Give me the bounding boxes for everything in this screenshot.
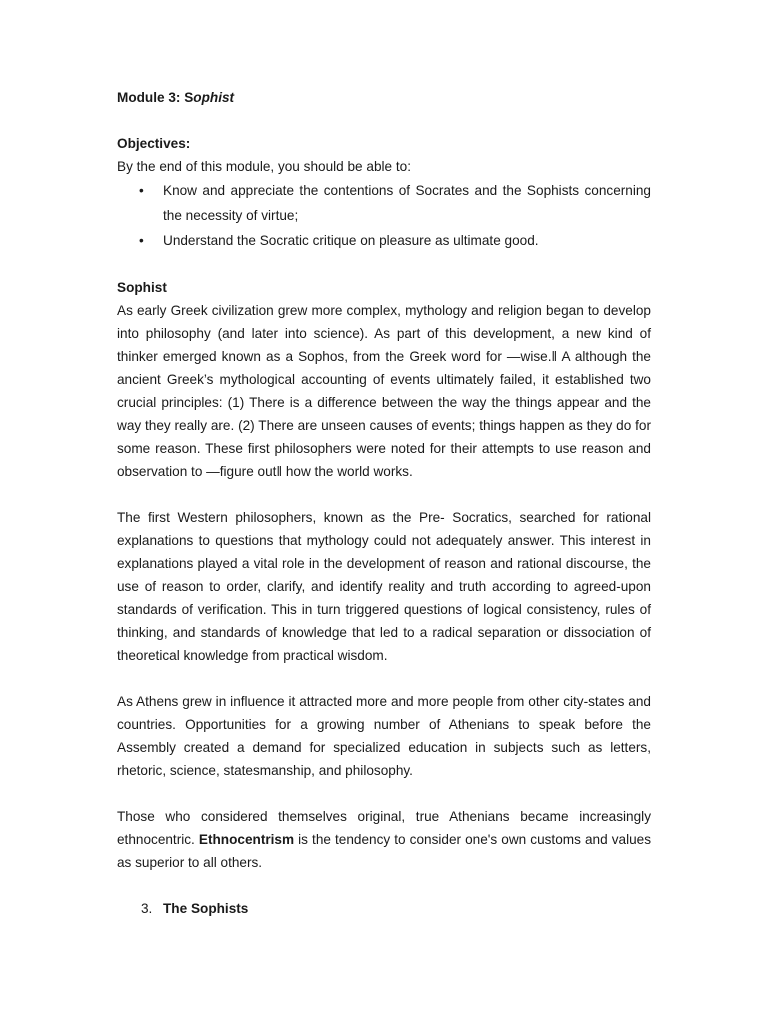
objectives-list [117,178,651,253]
paragraph: As Athens grew in influence it attracted more and more people from other city-states and countries. Opportunities for a growing number of Athenians to speak before the Assembly created a demand for specialized education in subjects such as letters, rhetoric, science, statesmanship, and philosophy. [117,694,651,778]
ethnocentrism-paragraph [117,805,651,874]
objective-item [117,178,651,228]
section-title: The Sophists [163,901,249,916]
objective-text: Understand the Socratic critique on pleasure as ultimate good. [163,233,539,248]
section-heading [117,897,651,920]
module-title [117,86,651,109]
paragraph: As early Greek civilization grew more complex, mythology and religion began to develop into philosophy (and later into science). As part of this development, a new kind of thinker emerged known as a Sophos, from the Greek word for ―wise.‖ A although the ancient Greek’s mythological accounting of events ultimately failed, it established two crucial principles: (1) There is a difference between the way the things appear and the way they really are. (2) There are unseen causes of events; things happen as they do for some reason. These first philosophers were noted for their attempts to use reason and observation to ―figure out‖ how the world works. [117,303,651,479]
document-page [117,86,651,920]
bullet-icon: • [139,233,144,248]
module-title-suffix: ophist [193,90,235,105]
objectives-intro: By the end of this module, you should be able to: [117,159,411,174]
objective-text: Know and appreciate the contentions of Socrates and the Sophists concerning the necessity of virtue; [163,183,651,223]
objectives-heading: Objectives: [117,136,191,151]
bullet-icon: • [139,183,144,198]
section-number: 3. [141,901,153,916]
ethnocentrism-term: Ethnocentrism [198,832,295,847]
paragraph-text: Those who considered themselves original, true Athenians became increasingly ethnocentric. [117,809,651,847]
sophist-heading: Sophist [117,280,167,295]
module-title-prefix: Module 3: S [117,90,194,105]
paragraph-text: is the tendency to consider one's own customs and values as superior to all others. [117,832,652,870]
paragraph: The first Western philosophers, known as the Pre- Socratics, searched for rational explanations to questions that mythology could not adequately answer. This interest in explanations played a vital role in the development of reason and rational discourse, the use of reason to order, clarify, and identify reality and truth according to agreed-upon standards of verification. This in turn triggered questions of logical consistency, rules of thinking, and standards of knowledge that led to a radical separation or dissociation of theoretical knowledge from practical wisdom. [117,510,651,663]
objective-item [117,228,651,253]
